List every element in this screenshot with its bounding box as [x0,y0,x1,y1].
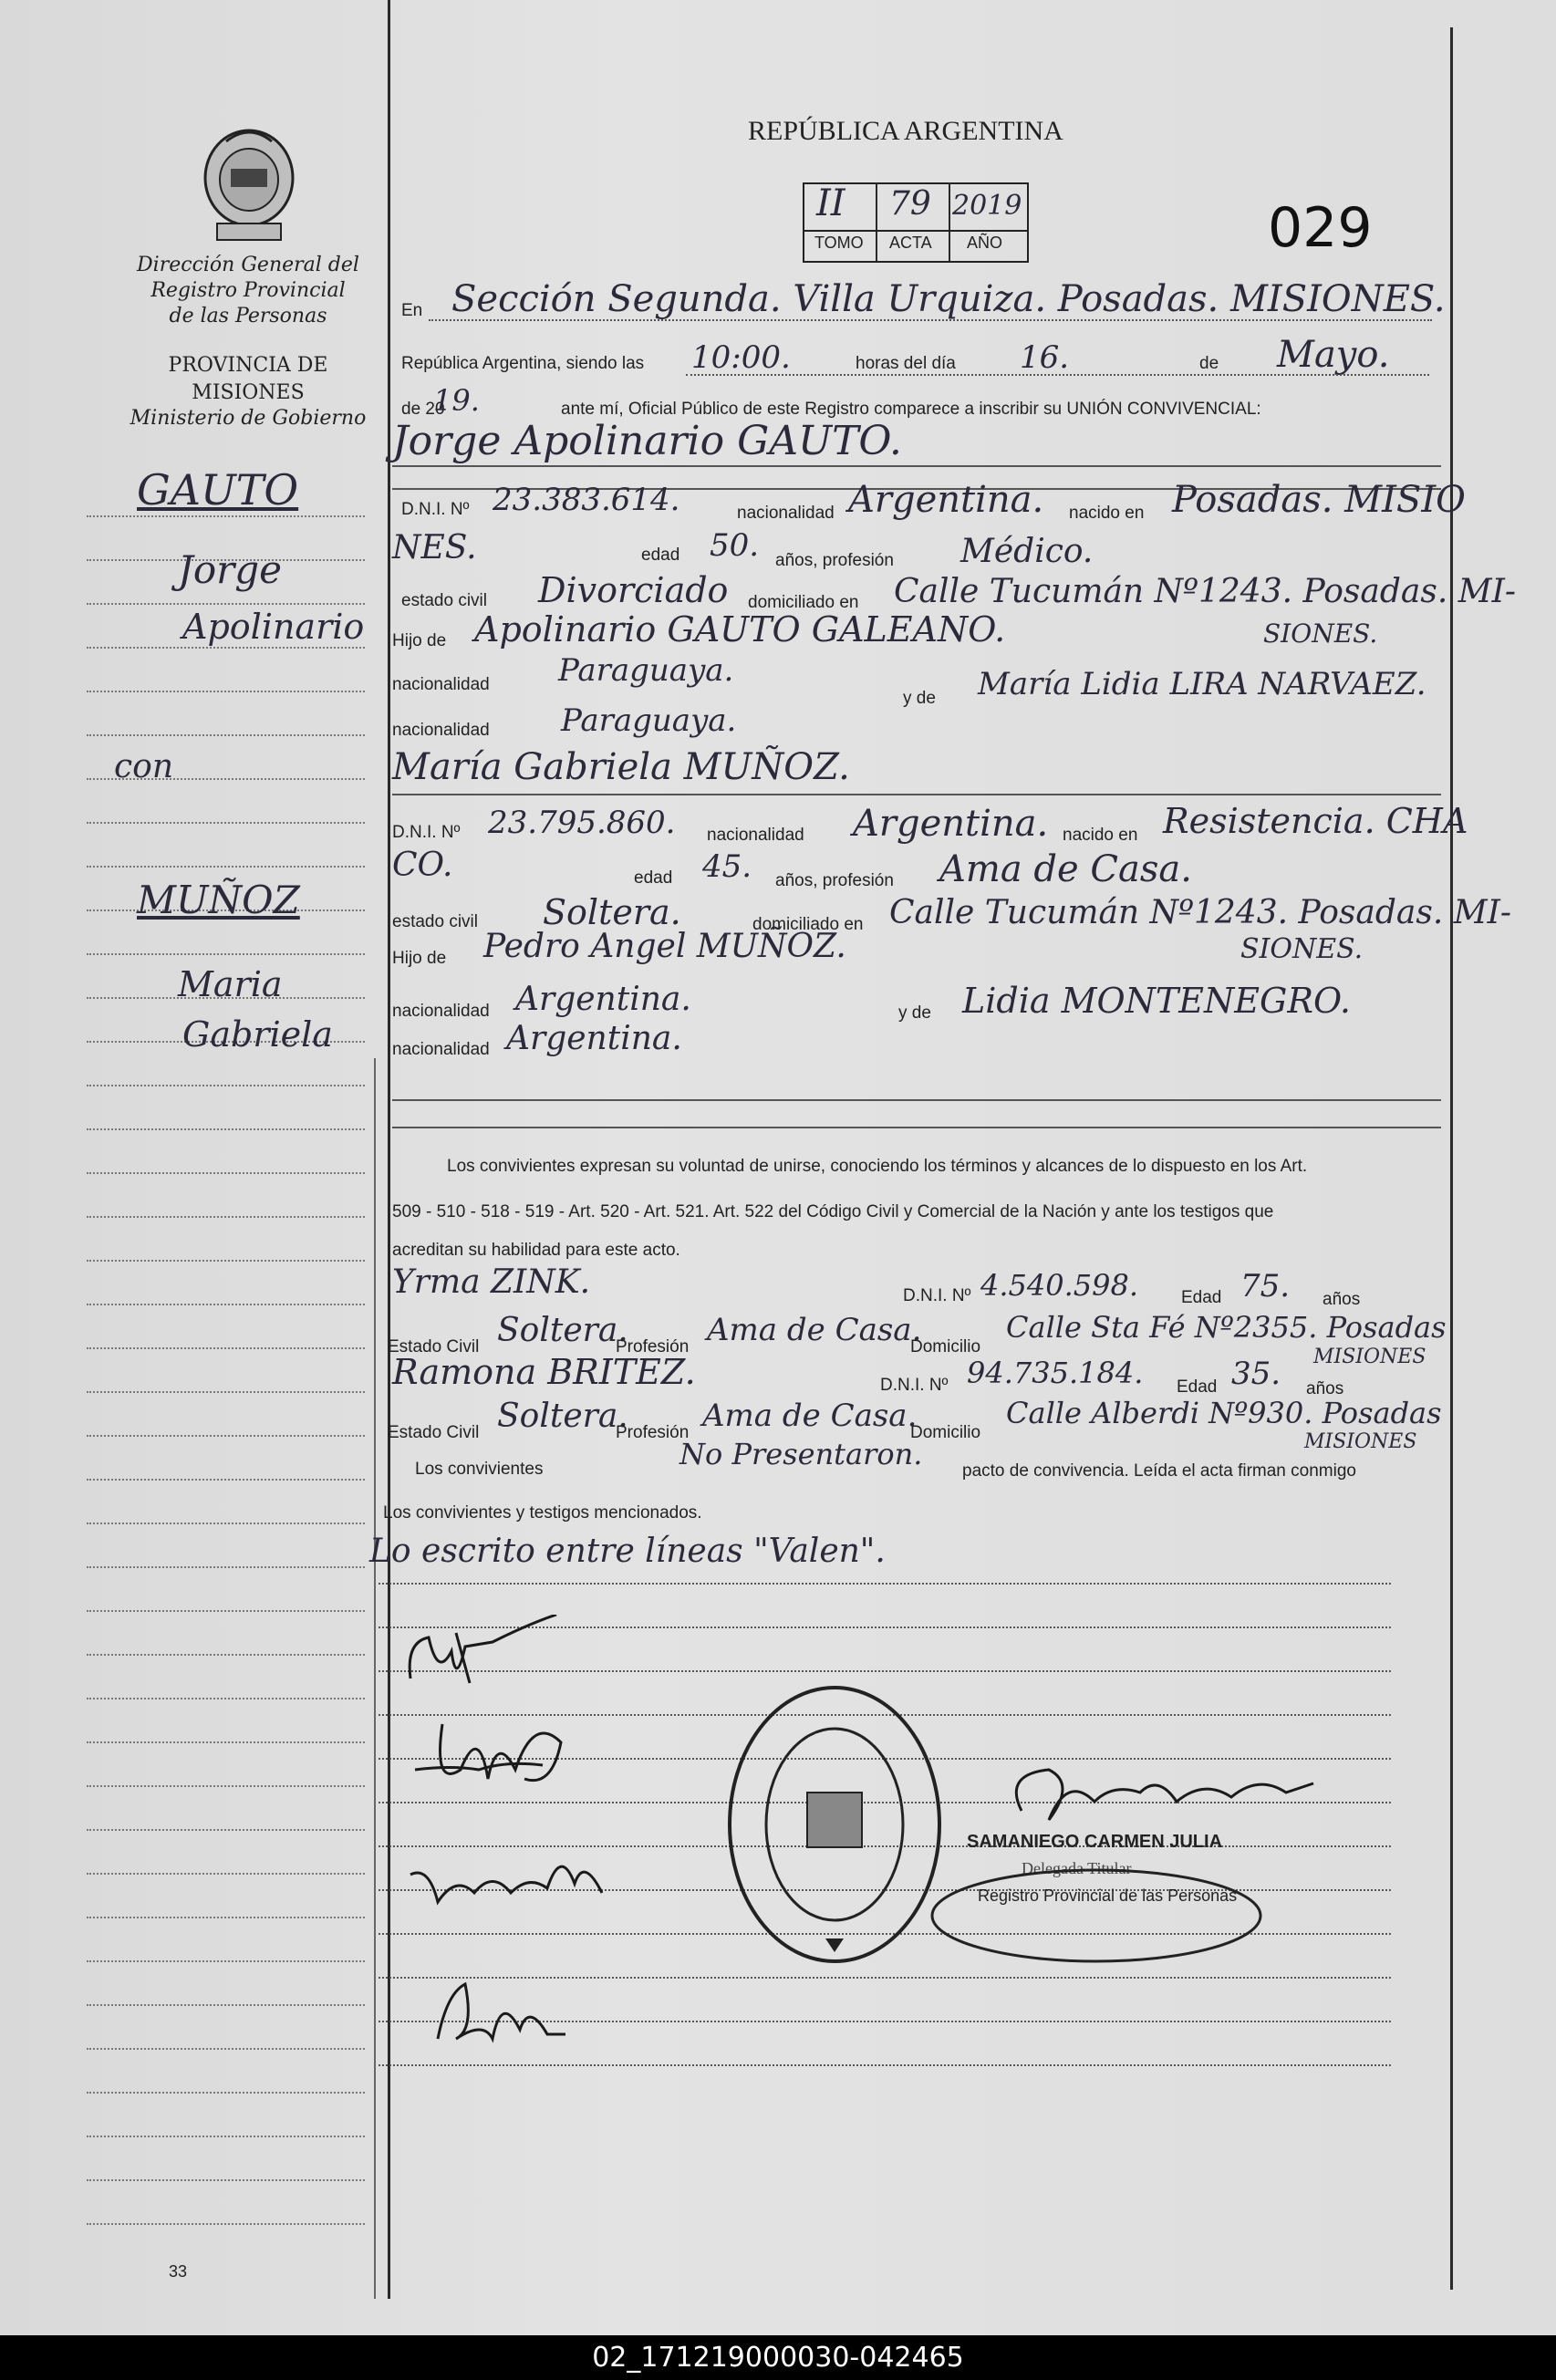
sidebar-rule [87,2092,365,2094]
p1-nac-label: nacionalidad [737,504,835,523]
margin-surname2: MUÑOZ [137,878,300,922]
w2-dni-label: D.N.I. Nº [880,1376,949,1395]
tomo-value: II [816,182,845,224]
p1-yde-label: y de [903,689,936,708]
signature-3-icon [401,1838,611,1916]
year-value: 19. [433,383,480,418]
sidebar-rule [87,1304,365,1305]
p1-dom-label: domiciliado en [748,593,859,612]
w2-edad-label: Edad [1177,1377,1218,1397]
w2-domicilio: Calle Alberdi Nº930. Posadas [1006,1396,1442,1430]
w1-domicilio: Calle Sta Fé Nº2355. Posadas [1006,1310,1447,1345]
month-value: Mayo. [1277,334,1390,376]
sidebar-rule [87,1873,365,1875]
margin-surname1: GAUTO [137,465,299,514]
footer-code: 02_171219000030-042465 [0,2335,1556,2380]
margin-connector: con [114,748,174,785]
sidebar-rule [87,1566,365,1568]
p1-padre: Apolinario GAUTO GALEANO. [474,609,1006,650]
w2-dom-label: Domicilio [910,1423,981,1442]
p1-dom-cont: SIONES. [1263,618,1378,649]
provincial-seal-icon [199,123,299,246]
person2-full-name: María Gabriela MUÑOZ. [392,746,850,788]
w1-civil-label: Estado Civil [388,1337,480,1356]
sidebar-rule [87,1435,365,1437]
p1-edad-label: edad [641,546,680,565]
section-rule [392,1099,1441,1101]
box-divider [949,182,950,261]
w2-name: Ramona BRITEZ. [392,1352,696,1392]
w2-dni: 94.735.184. [967,1356,1144,1390]
p2-nac-madre: Argentina. [506,1020,682,1057]
declaration-line3: acreditan su habilidad para este acto. [392,1241,680,1260]
box-divider [876,182,877,261]
signature-2-icon [406,1715,588,1797]
p2-nacido-label: nacido en [1063,826,1138,845]
p2-dom-label: domiciliado en [752,915,864,934]
dept-line1: Dirección General del [137,254,359,276]
acta-label: ACTA [889,234,932,252]
role-stamp-oval-icon [926,1861,1268,1970]
w1-anios-label: años [1323,1290,1361,1309]
pacto-label: pacto de convivencia. Leída el acta firman conmigo [962,1461,1356,1481]
p1-nac-padre: Paraguaya. [558,652,734,689]
date-field-line [686,374,1429,376]
sidebar-rule [87,1391,365,1393]
p2-nacido: Resistencia. CHA [1163,801,1468,841]
w2-civil-label: Estado Civil [388,1423,480,1442]
declaration-line1: Los convivientes expresan su voluntad de unirse, conociendo los términos y alcances de lo dispuesto en los Art. [447,1157,1308,1176]
w1-edad: 75. [1240,1268,1291,1304]
sidebar-rule [87,1216,365,1218]
pacto-value: No Presentaron. [679,1437,923,1471]
p2-dni: 23.795.860. [488,805,676,841]
p2-hijo-label: Hijo de [392,949,447,968]
p2-nacido-cont: CO. [392,847,453,884]
country-heading: REPÚBLICA ARGENTINA [748,116,1063,146]
p2-civil: Soltera. [543,892,681,932]
p1-hijo-label: Hijo de [392,631,447,650]
w2-edad: 35. [1231,1356,1281,1392]
closing-label: Los convivientes [415,1460,544,1479]
de-label: de [1199,354,1219,373]
p2-dni-label: D.N.I. Nº [392,823,461,842]
declaration-line2: 509 - 510 - 518 - 519 - Art. 520 - Art. 521. Art. 522 del Código Civil y Comercial de la Nación y ante los testigos que [392,1202,1274,1221]
p1-nacido-label: nacido en [1069,504,1145,523]
p2-edad-label: edad [634,868,673,888]
statement: ante mí, Oficial Público de este Registro comparece a inscribir su UNIÓN CONVIVENCIAL: [561,400,1261,419]
p2-yde-label: y de [898,1003,931,1023]
sidebar-rule [87,691,365,692]
signature-rule [379,2064,1391,2066]
p2-nac-madre-label: nacionalidad [392,1040,490,1059]
p2-nac-padre-label: nacionalidad [392,1002,490,1021]
p1-domicilio: Calle Tucumán Nº1243. Posadas. MI- [894,573,1516,610]
sidebar-rule [87,603,365,605]
p2-edad: 45. [702,848,752,885]
sidebar-rule [87,953,365,955]
w2-profesion: Ama de Casa. [702,1398,918,1434]
dept-line2: Registro Provincial [150,279,346,302]
inner-margin-line [374,1058,376,2299]
p1-nac-padre-label: nacionalidad [392,675,490,694]
acta-number: 029 [1268,196,1373,260]
p2-padre: Pedro Angel MUÑOZ. [483,928,846,965]
w1-dom-label: Domicilio [910,1337,981,1356]
sidebar-rule [87,1479,365,1481]
sidebar-rule [87,1347,365,1349]
prov-line1: PROVINCIA DE [168,354,328,377]
p2-nac-padre: Argentina. [515,981,691,1018]
w1-profesion: Ama de Casa. [707,1312,922,1348]
p2-madre: Lidia MONTENEGRO. [962,981,1351,1021]
page-number: 33 [169,2262,188,2281]
tomo-label: TOMO [814,234,864,252]
hour-value: 10:00. [691,339,791,376]
p1-nac: Argentina. [848,479,1044,521]
name-rule [392,794,1441,795]
p2-nac: Argentina. [853,803,1049,845]
official-dept: Registro Provincial de las Personas [978,1886,1238,1905]
p1-madre: María Lidia LIRA NARVAEZ. [978,666,1426,702]
de20-label: de 20 [401,400,445,419]
signature-rule [379,1583,1391,1585]
p1-profesion: Médico. [960,533,1094,570]
p1-nac-madre: Paraguaya. [561,702,737,739]
day-value: 16. [1020,339,1070,376]
signature-1-icon [401,1615,565,1697]
p2-nac-label: nacionalidad [707,826,804,845]
p2-profesion: Ama de Casa. [939,848,1192,890]
sidebar-rule [87,734,365,736]
p1-nacido: Posadas. MISIO [1172,479,1466,521]
w2-prof-label: Profesión [616,1423,690,1442]
p2-anios-label: años, profesión [775,871,894,890]
official-role: Delegada Titular [1022,1859,1132,1877]
sidebar-rule [87,2004,365,2006]
official-name: SAMANIEGO CARMEN JULIA [967,1832,1223,1852]
p1-anios-label: años, profesión [775,551,894,570]
p2-dom-cont: SIONES. [1240,933,1364,965]
w1-dni-label: D.N.I. Nº [903,1286,971,1305]
p1-civil-label: estado civil [401,591,487,610]
sidebar-rule [87,1128,365,1130]
en-label: En [401,301,423,320]
official-seal-icon [721,1674,949,1975]
ministry: Ministerio de Gobierno [130,407,367,430]
p1-dni-label: D.N.I. Nº [401,500,470,519]
signature-4-icon [420,1975,575,2057]
w2-civil: Soltera. [497,1398,628,1435]
dept-line3: de las Personas [169,305,327,327]
prov-line2: MISIONES [192,381,305,404]
w1-dni: 4.540.598. [980,1268,1139,1303]
w1-name: Yrma ZINK. [392,1263,591,1301]
sidebar-rule [87,515,365,517]
sidebar-rule [87,1698,365,1699]
sidebar-rule [87,1610,365,1612]
sidebar-rule [87,866,365,868]
entre-lineas-note: Lo escrito entre líneas "Valen". [369,1533,886,1570]
p2-civil-label: estado civil [392,912,478,931]
sidebar-rule [87,1785,365,1787]
margin-line [388,0,390,2299]
horas-label: horas del día [856,354,956,373]
w1-prof-label: Profesión [616,1337,690,1356]
p1-dni: 23.383.614. [493,482,680,518]
sidebar-rule [87,822,365,824]
w2-dom-cont: MISIONES [1304,1430,1417,1453]
p1-nacido-cont: NES. [392,529,477,566]
anio-value: 2019 [952,190,1022,222]
w1-dom-cont: MISIONES [1313,1346,1426,1368]
acta-value: 79 [889,185,931,223]
name-rule [392,465,1441,467]
margin-given2a: Maria [178,964,283,1004]
sidebar-rule [87,1260,365,1262]
p1-civil: Divorciado [538,570,729,610]
sidebar-rule [87,1917,365,1918]
closing-line2: Los convivientes y testigos mencionados. [383,1503,702,1523]
p1-edad: 50. [710,527,760,564]
right-margin-line [1450,27,1453,2290]
sidebar-rule [87,2136,365,2137]
sidebar-rule [87,1523,365,1524]
sidebar-rule [87,2179,365,2181]
sidebar-rule [87,1960,365,1962]
official-signature-icon [994,1756,1323,1834]
margin-given1b: Apolinario [182,607,365,647]
sidebar-rule [87,2223,365,2225]
republica-label: República Argentina, siendo las [401,354,645,373]
sidebar-rule [87,1085,365,1086]
margin-given2b: Gabriela [182,1014,333,1055]
p1-nac-madre-label: nacionalidad [392,721,490,740]
box-rule [803,230,1027,232]
sidebar-rule [87,1654,365,1656]
w1-civil: Soltera. [497,1312,628,1349]
anio-label: AÑO [967,234,1003,252]
section-rule [392,1127,1441,1128]
w1-edad-label: Edad [1181,1288,1222,1307]
w2-anios-label: años [1306,1379,1344,1398]
person1-full-name: Jorge Apolinario GAUTO. [392,418,902,464]
place-value: Sección Segunda. Villa Urquiza. Posadas. MISIONES. [451,278,1446,320]
sidebar-rule [87,647,365,649]
sidebar-rule [87,1829,365,1831]
sidebar-rule [87,1172,365,1174]
margin-given1a: Jorge [178,547,282,592]
sidebar-rule [87,2048,365,2050]
sidebar-rule [87,1741,365,1743]
p2-domicilio: Calle Tucumán Nº1243. Posadas. MI- [889,894,1511,931]
